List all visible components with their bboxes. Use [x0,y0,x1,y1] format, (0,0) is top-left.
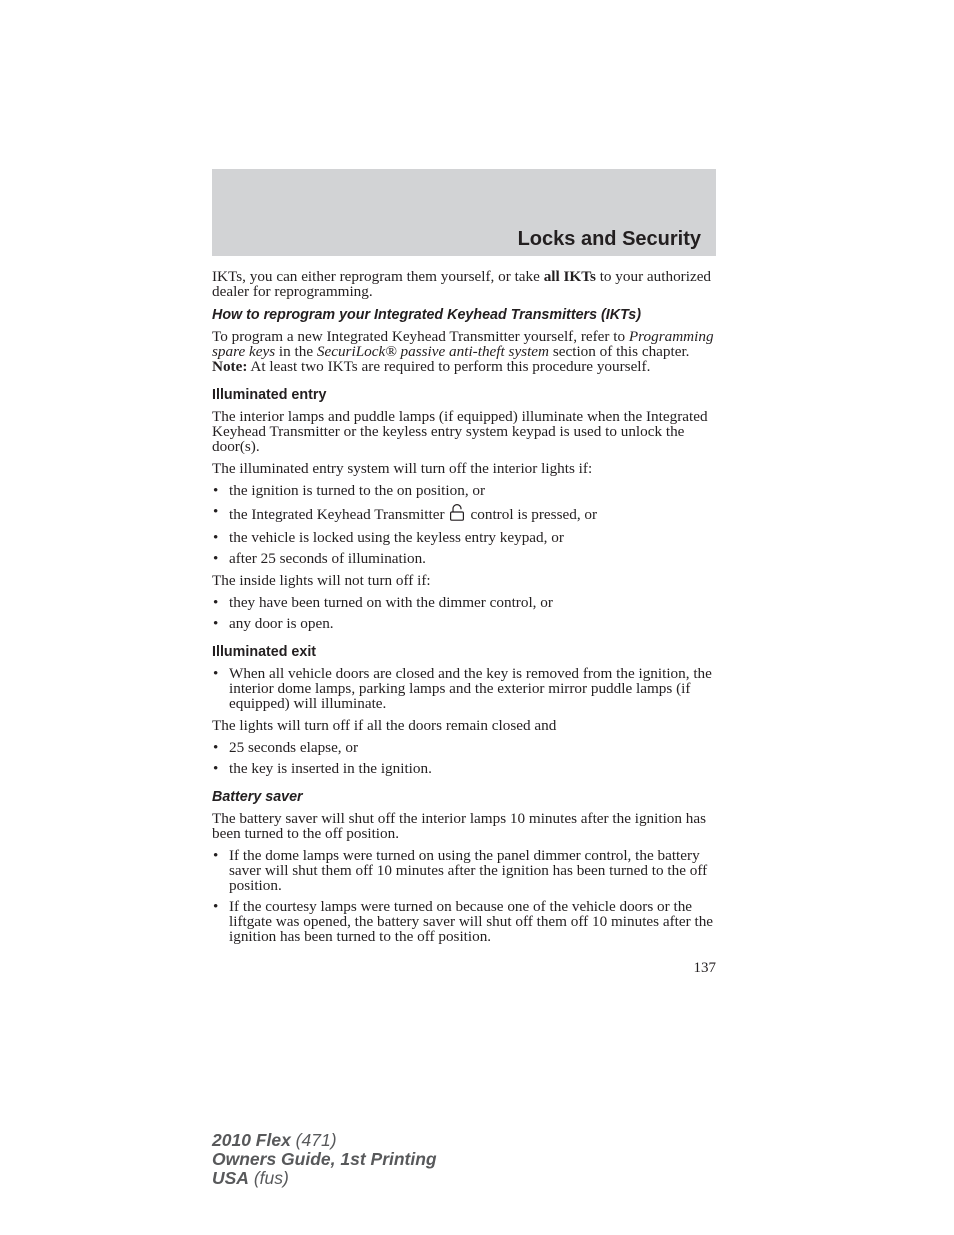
battery-saver-list [212,848,716,944]
reprogram-heading: How to reprogram your Integrated Keyhead Transmitters (IKTs) [212,307,641,323]
programming-spare-keys-ref: Programming spare keys [212,328,714,360]
footer-market: USA [212,1168,249,1188]
section-title: Locks and Security [517,228,701,250]
battery-saver-p1: The battery saver will shut off the interior lamps 10 minutes after the ignition has been turned to the off position. [212,810,707,842]
illuminated-exit-heading: Illuminated exit [212,644,317,660]
list-item: • any door is open. [212,616,716,631]
page-number: 137 [693,960,716,976]
illuminated-entry-list-1 [212,483,716,566]
illuminated-entry-p3: The inside lights will not turn off if: [212,572,431,589]
illuminated-exit-p1: The lights will turn off if all the doors remain closed and [212,717,557,734]
unlock-icon [449,504,465,524]
list-item: • If the dome lamps were turned on using the panel dimmer control, the battery saver will shut them off 10 minutes after the ignition has been turned to the off position. [212,848,716,893]
list-item: • after 25 seconds of illumination. [212,551,716,566]
footer-model-code: (471) [290,1130,337,1150]
battery-saver-heading: Battery saver [212,789,303,805]
list-item: • If the courtesy lamps were turned on because one of the vehicle doors or the liftgate was opened, the battery saver will shut off them off 10 minutes after the ignition has been turned to the off position. [212,899,716,944]
section-header-band [212,169,716,256]
list-item: • the vehicle is locked using the keyless entry keypad, or [212,530,716,545]
reprogram-text-3: section of this chapter. [549,343,690,360]
illuminated-exit-list-2 [212,740,716,776]
footer-line-2 [212,1150,437,1169]
illuminated-entry-p2: The illuminated entry system will turn off the interior lights if: [212,460,593,477]
illuminated-entry-p1: The interior lamps and puddle lamps (if equipped) illuminate when the Integrated Keyhead Transmitter or the keyless entry system keypad is used to unlock the door(s). [212,408,708,455]
list-item [212,504,716,524]
intro-bold: all IKTs [543,268,596,285]
footer-model: 2010 Flex [212,1130,291,1150]
list-item: • the ignition is turned to the on position, or [212,483,716,498]
page-content [212,269,716,951]
intro-text-1: IKTs, you can either reprogram them yourself, or take [212,268,544,285]
list-item: • the key is inserted in the ignition. [212,761,716,776]
intro-paragraph [212,269,716,299]
reprogram-paragraph [212,329,716,374]
list-item-text: the Integrated Keyhead Transmitter [229,506,445,523]
list-item-text: control is pressed, or [470,506,598,523]
footer-market-code: (fus) [248,1168,289,1188]
footer-line-3 [212,1169,437,1188]
reprogram-text-4: At least two IKTs are required to perform this procedure yourself. [247,358,651,375]
reprogram-text-1: To program a new Integrated Keyhead Transmitter yourself, refer to [212,328,629,345]
note-label: Note: [212,358,248,375]
illuminated-entry-list-2 [212,595,716,631]
print-footer [212,1131,437,1188]
illuminated-exit-list-1 [212,666,716,711]
securilock-ref: SecuriLock® passive anti-theft system [316,343,550,360]
intro-text-2: to your authorized dealer for reprogramming. [212,268,712,300]
list-item: • 25 seconds elapse, or [212,740,716,755]
illuminated-entry-heading: Illuminated entry [212,387,327,403]
reprogram-text-2: in the [275,343,317,360]
footer-line-1 [212,1131,437,1150]
list-item: • When all vehicle doors are closed and the key is removed from the ignition, the interior dome lamps, parking lamps and the exterior mirror puddle lamps (if equipped) will illuminate. [212,666,716,711]
list-item: • they have been turned on with the dimmer control, or [212,595,716,610]
footer-edition: Owners Guide, 1st Printing [212,1149,437,1169]
